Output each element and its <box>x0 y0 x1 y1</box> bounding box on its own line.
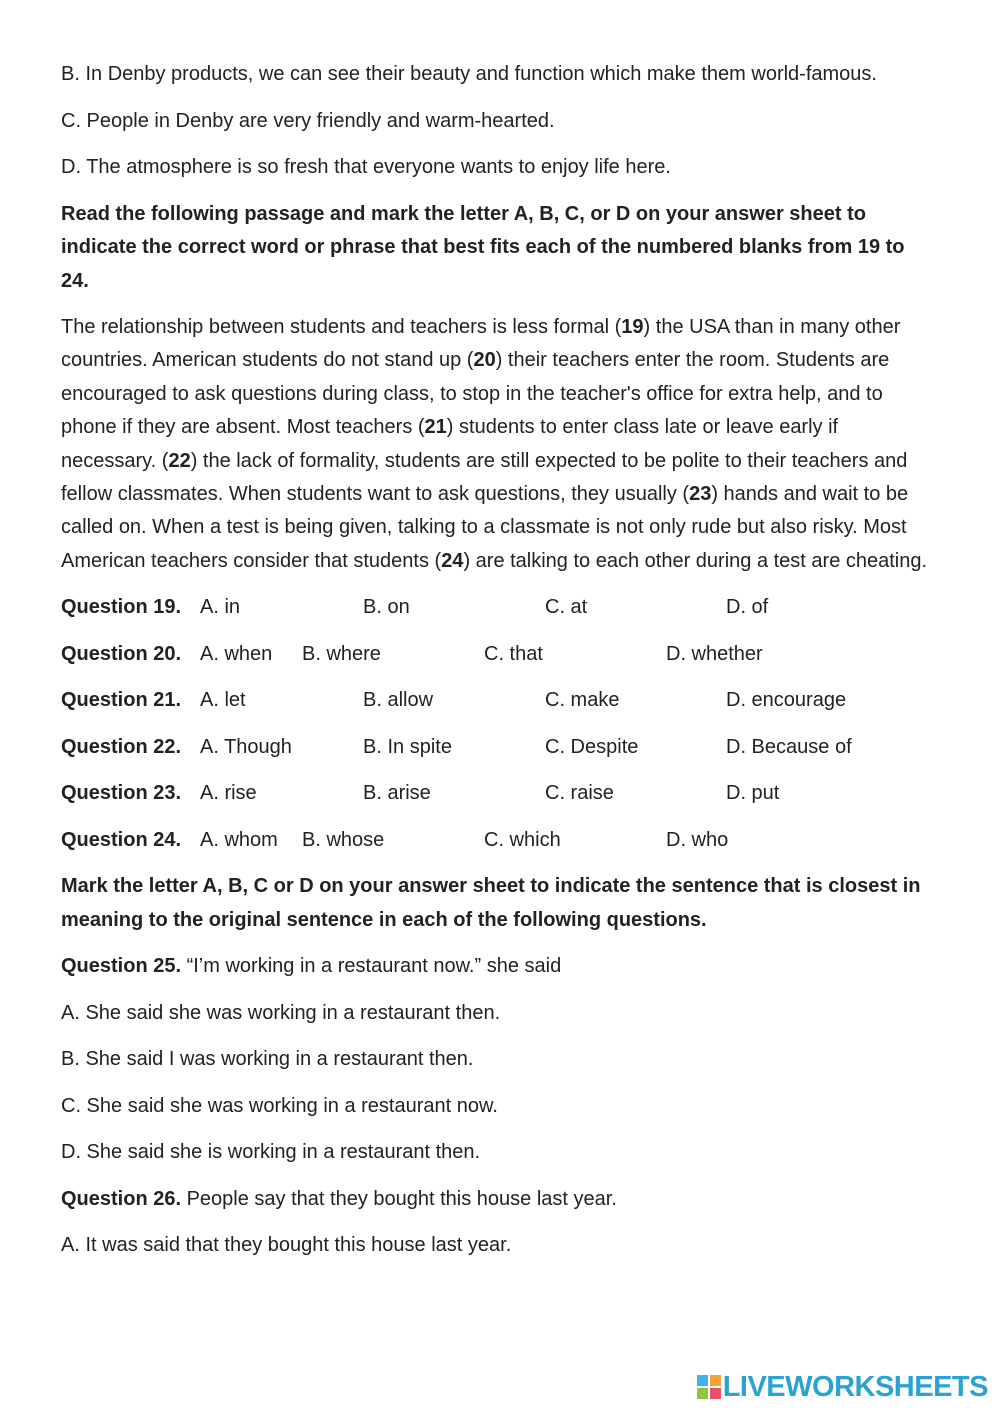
option-d[interactable]: D. put <box>726 782 780 805</box>
question-25-stem: Question 25. “I’m working in a restaurant now.” she said <box>61 955 562 978</box>
option-b[interactable]: B. allow <box>363 689 434 712</box>
option-b[interactable]: B. arise <box>363 782 431 805</box>
option-d[interactable]: D. whether <box>666 642 763 665</box>
cloze-passage: The relationship between students and teachers is less formal (19) the USA than in many other countries. American students do not stand up (20) their teachers enter the room. Students are encouraged to ask questions during class, to stop in the teacher's office for extra help, and to phone if they are absent. Most teachers (21) students to enter class late or leave early if necessary. (22) the lack of formality, students are still expected to be polite to their teachers and fellow classmates. When students want to ask questions, they usually (23) hands and wait to be called on. When a test is being given, talking to a classmate is not only rude but also risky. Most American teachers consider that students (24) are talking to each other during a test are cheating. <box>61 316 928 572</box>
question-26-stem: Question 26. People say that they bought this house last year. <box>61 1187 617 1210</box>
question-label: Question 26. <box>61 1187 182 1210</box>
question-label: Question 21. <box>61 689 182 712</box>
q25-option-a[interactable]: A. She said she was working in a restaurant then. <box>61 1001 501 1024</box>
question-20 <box>61 638 931 672</box>
option-d[interactable]: D. encourage <box>726 689 847 712</box>
option-c-denby: C. People in Denby are very friendly and warm-hearted. <box>61 109 555 132</box>
logo-blocks-icon <box>697 1375 721 1399</box>
question-label: Question 23. <box>61 782 182 805</box>
logo-text: LIVEWORKSHEETS <box>722 1370 988 1403</box>
option-a[interactable]: A. let <box>200 689 246 712</box>
option-b[interactable]: B. where <box>302 642 381 665</box>
liveworksheets-logo <box>697 1370 988 1404</box>
worksheet-page <box>61 58 931 1276</box>
option-c[interactable]: C. which <box>484 828 561 851</box>
blank-20: 20 <box>473 349 496 372</box>
blank-21: 21 <box>424 416 447 439</box>
option-b[interactable]: B. on <box>363 596 410 619</box>
option-d-denby: D. The atmosphere is so fresh that everyone wants to enjoy life here. <box>61 156 671 178</box>
blank-24: 24 <box>441 549 464 572</box>
option-c[interactable]: C. make <box>545 689 620 712</box>
blank-19: 19 <box>621 316 644 338</box>
option-b[interactable]: B. whose <box>302 828 385 851</box>
q25-option-b[interactable]: B. She said I was working in a restaurant then. <box>61 1048 474 1071</box>
question-19 <box>61 591 931 625</box>
option-c[interactable]: C. at <box>545 596 588 619</box>
blank-23: 23 <box>689 483 712 506</box>
question-22 <box>61 731 931 765</box>
question-label: Question 20. <box>61 642 182 665</box>
option-b[interactable]: B. In spite <box>363 735 452 758</box>
question-label: Question 19. <box>61 596 182 619</box>
question-24 <box>61 824 931 858</box>
option-a[interactable]: A. whom <box>200 828 278 851</box>
option-a[interactable]: A. Though <box>200 735 292 758</box>
question-label: Question 24. <box>61 828 182 851</box>
option-d[interactable]: D. Because of <box>726 735 852 758</box>
option-c[interactable]: C. raise <box>545 782 614 805</box>
option-c[interactable]: C. that <box>484 642 543 665</box>
q25-option-c[interactable]: C. She said she was working in a restaurant now. <box>61 1094 498 1117</box>
q26-option-a[interactable]: A. It was said that they bought this house last year. <box>61 1234 512 1257</box>
option-c[interactable]: C. Despite <box>545 735 639 758</box>
question-label: Question 25. <box>61 955 182 978</box>
q25-option-d[interactable]: D. She said she is working in a restaurant then. <box>61 1141 481 1164</box>
question-21 <box>61 684 931 718</box>
question-23 <box>61 777 931 811</box>
cloze-instruction: Read the following passage and mark the letter A, B, C, or D on your answer sheet to indicate the correct word or phrase that best fits each of the numbered blanks from 19 to 24. <box>61 202 905 292</box>
question-label: Question 22. <box>61 735 182 758</box>
blank-22: 22 <box>168 449 191 472</box>
option-a[interactable]: A. when <box>200 642 273 665</box>
meaning-instruction: Mark the letter A, B, C or D on your answer sheet to indicate the sentence that is closest in meaning to the original sentence in each of the following questions. <box>61 875 921 931</box>
option-d[interactable]: D. who <box>666 828 729 851</box>
option-a[interactable]: A. rise <box>200 782 257 805</box>
option-d[interactable]: D. of <box>726 596 769 619</box>
option-b-denby: B. In Denby products, we can see their beauty and function which make them world-famous. <box>61 63 877 85</box>
option-a[interactable]: A. in <box>200 596 241 619</box>
